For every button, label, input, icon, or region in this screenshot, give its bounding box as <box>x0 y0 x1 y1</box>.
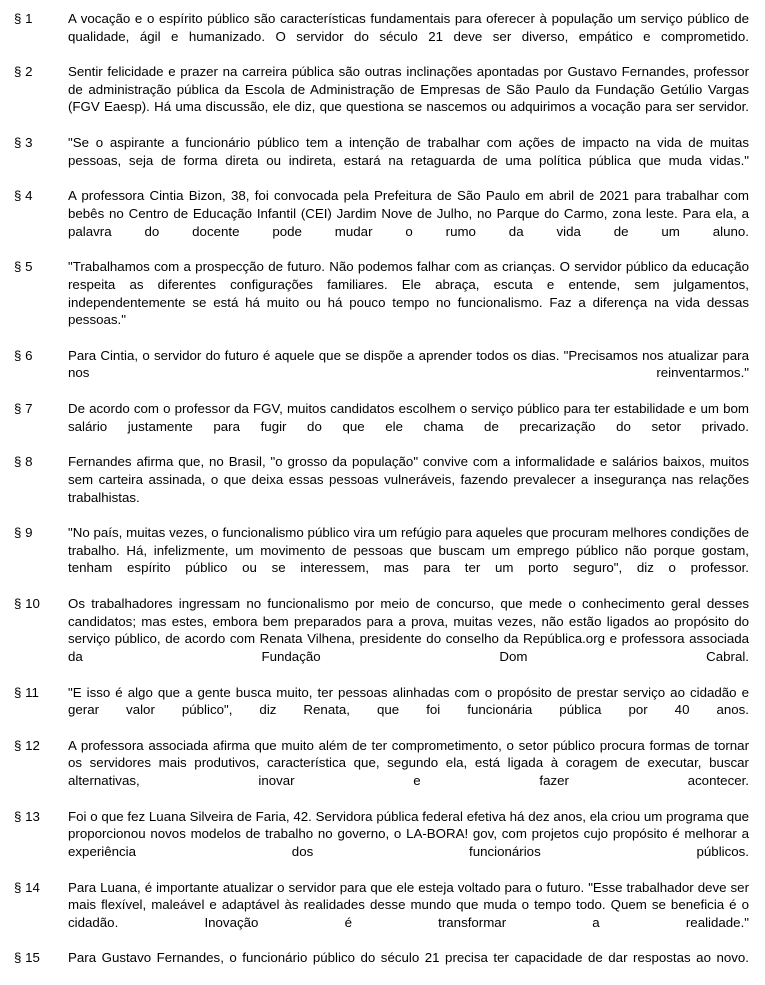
paragraph-row <box>14 808 750 878</box>
paragraph-text: "No país, muitas vezes, o funcionalismo público vira um refúgio para aqueles que procuram melhores condições de trabalho. Há, infelizmente, um movimento de pessoas que buscam um emprego público não porque gostam, tenham espírito público ou se interessem, mas para ter um porto seguro", diz o professor. <box>68 525 749 576</box>
paragraph-text: A professora Cintia Bizon, 38, foi convocada pela Prefeitura de São Paulo em abril de 2021 para trabalhar com bebês no Centro de Educação Infantil (CEI) Jardim Nove de Julho, no Parque do Carmo, zona leste. Para ela, a palavra do docente pode mudar o rumo da vida de um aluno. <box>68 188 749 239</box>
section-marker: § 7 <box>14 401 33 417</box>
paragraph-row <box>14 134 750 187</box>
paragraph-text: Para Luana, é importante atualizar o servidor para que ele esteja voltado para o futuro. "Esse trabalhador deve ser mais flexível, maleável e adaptável às realidades desse mundo que muda o tempo todo. Quem se beneficia é o cidadão. Inovação é transformar a realidade." <box>68 879 749 930</box>
paragraph-row <box>14 453 750 523</box>
paragraph-row <box>14 258 750 346</box>
paragraph-text: Os trabalhadores ingressam no funcionalismo por meio de concurso, que mede o conhecimento geral desses candidatos; mas estes, embora bem preparados para a prova, muitas vezes, não estão ligados ao propósito do serviço público, de acordo com Renata Vilhena, presidente do conselho da República.org e professora associada da Fundação Dom Cabral. <box>68 596 749 664</box>
paragraph-row <box>14 684 750 737</box>
section-marker: § 5 <box>14 259 33 275</box>
section-marker: § 12 <box>14 737 40 753</box>
paragraph-row <box>14 737 750 807</box>
paragraph-text: A vocação e o espírito público são características fundamentais para oferecer à população um serviço público de qualidade, ágil e humanizado. O servidor do século 21 deve ser diverso, empático e comprometido. <box>68 11 749 44</box>
paragraph-row <box>14 400 750 453</box>
paragraph-text: "Trabalhamos com a prospecção de futuro. Não podemos falhar com as crianças. O servidor público da educação respeita as diferentes configurações familiares. Ele abraça, escuta e entende, sem julgamentos, independentemente se está há muito ou há pouco tempo no funcionalismo. Faz a diferença na vida dessas pessoas." <box>68 259 749 328</box>
section-marker: § 15 <box>14 950 40 966</box>
section-marker: § 9 <box>14 525 33 541</box>
section-marker: § 14 <box>14 879 40 895</box>
paragraph-row <box>14 187 750 257</box>
paragraph-text: Para Cintia, o servidor do futuro é aquele que se dispõe a aprender todos os dias. "Precisamos nos atualizar para nos reinventarmos." <box>68 347 749 381</box>
section-marker: § 3 <box>14 135 33 151</box>
section-marker: § 8 <box>14 454 33 470</box>
paragraph-text: Para Gustavo Fernandes, o funcionário público do século 21 precisa ter capacidade de dar respostas ao novo. <box>68 950 749 966</box>
paragraph-row <box>14 949 750 984</box>
paragraph-list <box>14 10 750 985</box>
section-marker: § 4 <box>14 188 33 204</box>
section-marker: § 1 <box>14 11 33 26</box>
paragraph-row <box>14 595 750 683</box>
section-marker: § 11 <box>14 684 39 700</box>
paragraph-text: Foi o que fez Luana Silveira de Faria, 42. Servidora pública federal efetiva há dez anos, ela criou um programa que proporcionou novos modelos de trabalho no governo, o LA-BORA! gov, com projetos cujo propósito é melhorar a experiência dos funcionários públicos. <box>68 808 749 859</box>
paragraph-row <box>14 879 750 949</box>
paragraph-text: De acordo com o professor da FGV, muitos candidatos escolhem o serviço público para ter estabilidade e um bom salário justamente para fugir do que ele chama de precarização do setor privado. <box>68 401 749 434</box>
paragraph-text: "E isso é algo que a gente busca muito, ter pessoas alinhadas com o propósito de prestar serviço ao cidadão e gerar valor público", diz Renata, que foi funcionária pública por 40 anos. <box>68 684 749 718</box>
paragraph-text: "Se o aspirante a funcionário público tem a intenção de trabalhar com ações de impacto na vida de muitas pessoas, seja de forma direta ou indireta, estará na retaguarda de uma política pública que muda vidas." <box>68 135 749 168</box>
section-marker: § 2 <box>14 64 33 80</box>
paragraph-row <box>14 10 750 63</box>
paragraph-text: Fernandes afirma que, no Brasil, "o grosso da população" convive com a informalidade e salários baixos, muitos sem carteira assinada, o que deixa essas pessoas vulneráveis, fazendo prevalecer a insegurança nas relações trabalhistas. <box>68 454 749 505</box>
section-marker: § 13 <box>14 808 40 824</box>
section-marker: § 10 <box>14 596 40 612</box>
paragraph-row <box>14 524 750 594</box>
paragraph-row <box>14 347 750 400</box>
paragraph-text: Sentir felicidade e prazer na carreira pública são outras inclinações apontadas por Gustavo Fernandes, professor de administração pública da Escola de Administração de Empresas de São Paulo da Fundação Getúlio Vargas (FGV Eaesp). Há uma discussão, ele diz, que questiona se nascemos ou adquirimos a vocação para ser servidor. <box>68 64 749 115</box>
paragraph-text: A professora associada afirma que muito além de ter comprometimento, o setor público procura formas de tornar os servidores mais produtivos, característica que, segundo ela, está ligada à coragem de executar, buscar alternativas, inovar e fazer acontecer. <box>68 737 749 789</box>
paragraph-row <box>14 63 750 133</box>
section-marker: § 6 <box>14 347 33 363</box>
